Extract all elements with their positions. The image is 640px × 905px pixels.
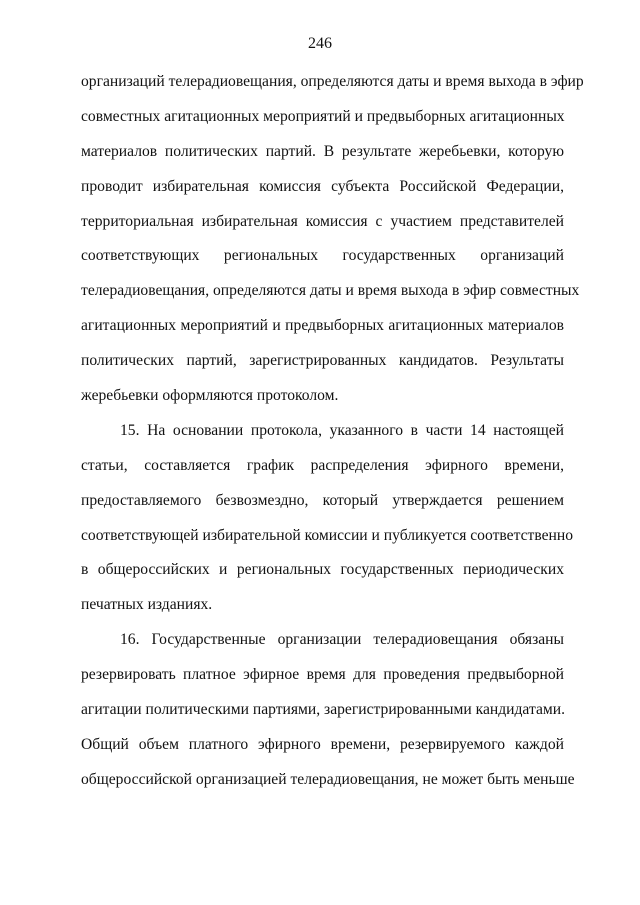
text-line: статьи, составляется график распределения эфирного времени, xyxy=(81,456,564,474)
text-line: резервировать платное эфирное время для проведения предвыборной xyxy=(81,666,564,684)
text-line: материалов политических партий. В результате жеребьевки, которую xyxy=(81,142,564,160)
text-line: организаций телерадиовещания, определяются даты и время выхода в эфир xyxy=(81,73,584,90)
paragraph xyxy=(81,623,575,797)
text-line: предоставляемого безвозмездно, который утверждается решением xyxy=(81,491,564,509)
text-line: общероссийской организацией телерадиовещания, не может быть меньше xyxy=(81,770,575,788)
text-line: Общий объем платного эфирного времени, резервируемого каждой xyxy=(81,735,564,753)
text-line: агитационных мероприятий и предвыборных агитационных материалов xyxy=(81,317,564,335)
text-line: жеребьевки оформляются протоколом. xyxy=(81,387,339,405)
text-line: печатных изданиях. xyxy=(81,596,213,614)
paragraph xyxy=(81,414,574,623)
text-line: 15. На основании протокола, указанного в части 14 настоящей xyxy=(120,421,564,439)
text-line: телерадиовещания, определяются даты и время выхода в эфир совместных xyxy=(81,282,580,300)
text-line: в общероссийских и региональных государственных периодических xyxy=(81,561,564,579)
text-line: проводит избирательная комиссия субъекта Российской Федерации, xyxy=(81,177,564,195)
text-line: соответствующей избирательной комиссии и публикуется соответственно xyxy=(81,526,574,544)
document-body xyxy=(81,65,584,798)
paragraph xyxy=(81,65,584,414)
text-line: территориальная избирательная комиссия с участием представителей xyxy=(81,212,564,230)
text-line: совместных агитационных мероприятий и предвыборных агитационных xyxy=(81,107,565,125)
text-line: соответствующих региональных государственных организаций xyxy=(81,247,564,265)
page-number: 246 xyxy=(308,35,332,52)
text-line: агитации политическими партиями, зарегистрированными кандидатами. xyxy=(81,701,565,719)
text-line: политических партий, зарегистрированных кандидатов. Результаты xyxy=(81,352,564,370)
text-line: 16. Государственные организации телерадиовещания обязаны xyxy=(120,631,564,649)
